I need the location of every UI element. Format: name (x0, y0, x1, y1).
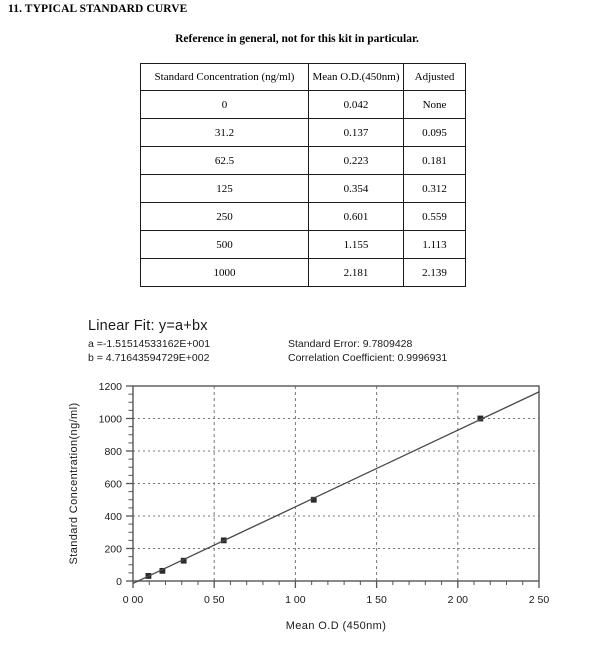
fit-correlation-coefficient: Correlation Coefficient: 0.9996931 (288, 352, 448, 364)
cell-concentration: 250 (141, 203, 309, 231)
cell-concentration: 125 (141, 175, 309, 203)
cell-concentration: 0 (141, 91, 309, 119)
cell-concentration: 500 (141, 231, 309, 259)
cell-od: 2.181 (309, 259, 404, 287)
x-tick-label: 0 00 (122, 594, 144, 606)
standard-curve-chart (55, 378, 595, 638)
y-tick-label: 600 (104, 478, 122, 491)
chart-canvas (55, 378, 595, 638)
cell-od: 0.601 (309, 203, 404, 231)
table-row (141, 119, 466, 147)
y-tick-label: 400 (104, 511, 122, 523)
standard-curve-table (140, 63, 465, 287)
column-header-concentration: Standard Concentration (ng/ml) (141, 64, 309, 91)
x-tick-label: 1 00 (285, 594, 306, 606)
fit-row-b (88, 351, 447, 365)
chart-series-group (133, 392, 539, 584)
table-row (141, 147, 466, 175)
cell-od: 0.042 (309, 91, 404, 119)
fit-coefficient-b: b = 4.71643594729E+002 (88, 352, 210, 364)
table-row (141, 203, 466, 231)
x-axis-title: Mean O.D (450nm) (285, 620, 387, 632)
cell-adjusted: 1.113 (404, 231, 466, 259)
column-header-od: Mean O.D.(450nm) (309, 64, 404, 91)
table-row (141, 175, 466, 203)
cell-od: 0.223 (309, 147, 404, 175)
linear-fit-title: Linear Fit: y=a+bx (88, 318, 208, 334)
page-title: 11. TYPICAL STANDARD CURVE (8, 3, 188, 15)
table-row (141, 231, 466, 259)
cell-adjusted: 0.312 (404, 175, 466, 203)
linear-fit-summary (88, 318, 447, 365)
x-tick-label: 2 50 (528, 594, 550, 606)
cell-od: 0.354 (309, 175, 404, 203)
cell-adjusted: 2.139 (404, 259, 466, 287)
column-header-adjusted: Adjusted (404, 64, 466, 91)
x-tick-label: 2 00 (447, 594, 469, 606)
chart-gridlines (133, 386, 539, 581)
y-axis-title: Standard Concentration(ng/ml) (68, 402, 80, 565)
cell-od: 1.155 (309, 231, 404, 259)
cell-adjusted: 0.559 (404, 203, 466, 231)
y-tick-label: 800 (104, 446, 122, 458)
table-row (141, 259, 466, 287)
cell-adjusted: None (404, 91, 466, 119)
fit-standard-error: Standard Error: 9.7809428 (288, 338, 413, 350)
fit-coefficient-a: a =-1.51514533162E+001 (88, 338, 211, 350)
x-tick-label: 1 50 (366, 594, 387, 606)
reference-note: Reference in general, not for this kit in particular. (175, 33, 419, 45)
y-tick-label: 0 (116, 576, 122, 588)
fit-row-a (88, 337, 447, 351)
table-row (141, 91, 466, 119)
cell-adjusted: 0.181 (404, 147, 466, 175)
cell-concentration: 31.2 (141, 119, 309, 147)
fit-line (133, 392, 539, 584)
y-tick-label: 1200 (98, 381, 122, 393)
table-header-row (141, 64, 466, 91)
cell-concentration: 1000 (141, 259, 309, 287)
cell-adjusted: 0.095 (404, 119, 466, 147)
x-tick-label: 0 50 (203, 594, 225, 606)
cell-concentration: 62.5 (141, 147, 309, 175)
cell-od: 0.137 (309, 119, 404, 147)
y-tick-label: 1000 (98, 413, 122, 426)
y-tick-label: 200 (104, 543, 122, 556)
